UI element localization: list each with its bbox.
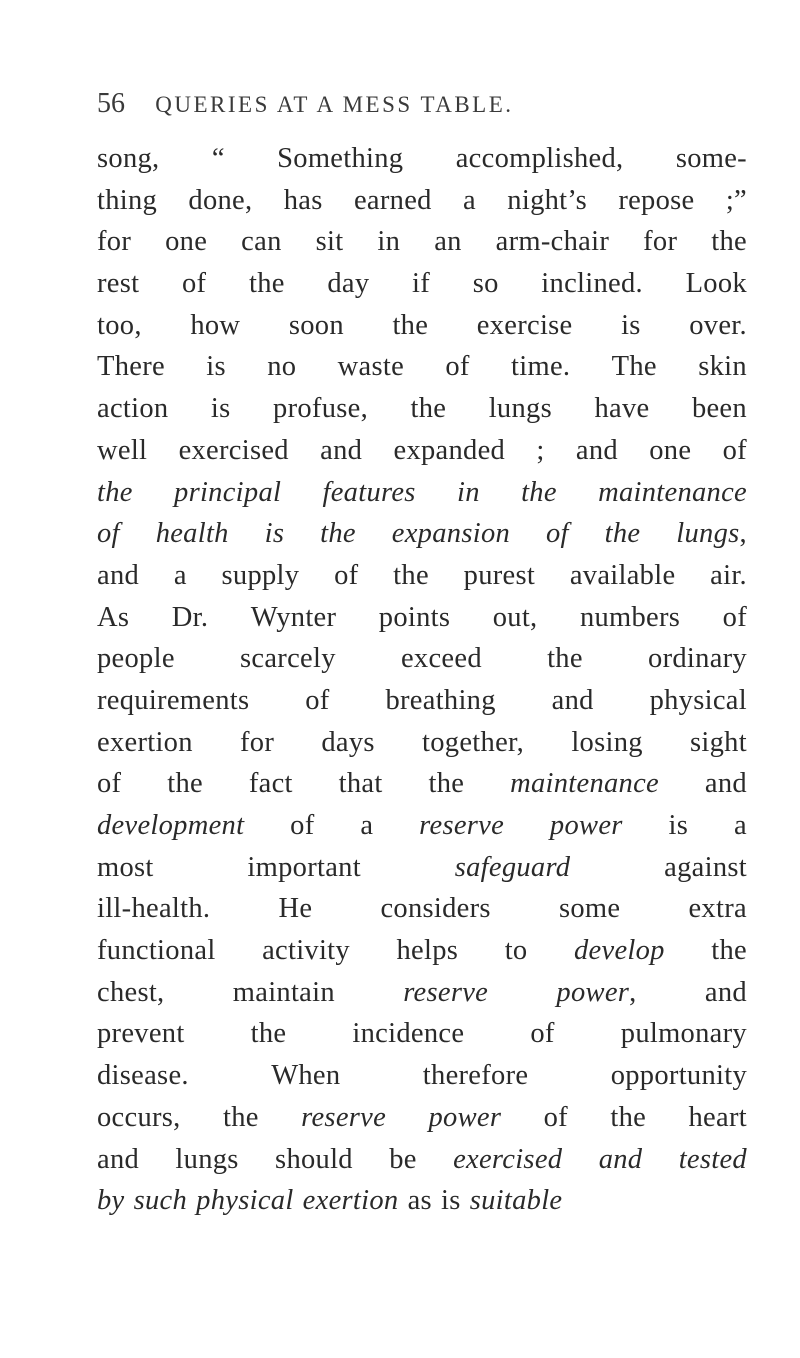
- word: exertion: [302, 1185, 399, 1217]
- word: of: [97, 768, 122, 800]
- word: the: [393, 559, 429, 591]
- word: waste: [337, 351, 405, 383]
- word: incidence: [352, 1018, 465, 1050]
- word: opportunity: [610, 1060, 747, 1092]
- word: prevent: [97, 1018, 185, 1050]
- word: Something: [277, 143, 404, 174]
- word: together,: [422, 726, 525, 758]
- text-line: [97, 805, 747, 847]
- word: and: [551, 684, 594, 716]
- word: exercise: [476, 309, 573, 341]
- word: day: [327, 268, 370, 300]
- text-line: [97, 513, 747, 555]
- word: sight: [690, 726, 747, 758]
- word: one: [649, 434, 692, 466]
- word: inclined.: [541, 268, 643, 300]
- word: repose: [618, 184, 695, 216]
- word: ;”: [725, 184, 747, 216]
- word: the: [428, 768, 465, 800]
- word: and: [598, 1143, 643, 1175]
- word: thing: [97, 184, 158, 216]
- text-line: [97, 638, 747, 680]
- text-line: [97, 1180, 747, 1222]
- word: sit: [315, 226, 344, 258]
- word: has: [283, 184, 323, 216]
- body-text: [97, 138, 747, 1222]
- text-line: [97, 597, 747, 639]
- word: the: [320, 518, 356, 550]
- word: for: [643, 226, 678, 258]
- word: against: [664, 851, 747, 883]
- word: therefore: [422, 1060, 529, 1092]
- word: lungs: [175, 1143, 239, 1175]
- word: and: [320, 434, 363, 466]
- word: reserve: [419, 810, 505, 841]
- word: of: [543, 1101, 568, 1133]
- word: the: [604, 518, 641, 550]
- word: for: [240, 726, 275, 758]
- word: exertion: [97, 726, 193, 758]
- word: a: [173, 559, 187, 591]
- word: reserve: [403, 976, 489, 1008]
- word: of: [545, 518, 569, 550]
- word: is: [668, 810, 689, 841]
- word: a: [733, 810, 747, 841]
- word: a: [360, 810, 374, 841]
- word: soon: [288, 309, 344, 341]
- word: so: [472, 268, 499, 300]
- running-head: QUERIES AT A MESS TABLE.: [155, 92, 514, 117]
- word: of: [290, 810, 315, 841]
- word: have: [594, 393, 650, 425]
- word: suitable: [469, 1185, 563, 1217]
- word: profuse,: [273, 393, 369, 425]
- word: disease.: [97, 1060, 189, 1092]
- word: of: [722, 601, 747, 633]
- word: lungs,: [676, 518, 747, 550]
- word: exceed: [400, 643, 482, 675]
- word: The: [611, 351, 657, 383]
- word: and: [97, 1143, 140, 1175]
- text-line: [97, 888, 747, 930]
- word: is: [621, 309, 641, 341]
- text-line: [97, 305, 747, 347]
- word: principal: [174, 476, 282, 508]
- word: accomplished,: [455, 143, 624, 174]
- text-line: [97, 221, 747, 263]
- word: over.: [689, 309, 747, 341]
- word: extra: [688, 893, 747, 925]
- word: exercised: [178, 434, 289, 466]
- word: be: [389, 1143, 417, 1175]
- word: the: [250, 1018, 287, 1050]
- word: “: [211, 143, 225, 174]
- word: ordinary: [648, 643, 747, 675]
- word: breathing: [385, 684, 496, 716]
- word: the: [223, 1101, 259, 1133]
- word: of: [445, 351, 470, 383]
- word: considers: [380, 893, 491, 925]
- word: helps: [396, 935, 459, 967]
- word: and: [575, 434, 618, 466]
- word: night’s: [507, 184, 587, 216]
- word: ill-health.: [97, 893, 211, 925]
- text-line: [97, 930, 747, 972]
- word: is: [441, 1185, 461, 1217]
- word: skin: [698, 351, 747, 383]
- word: of: [334, 559, 359, 591]
- word: some: [558, 893, 621, 925]
- word: purest: [463, 559, 536, 591]
- text-line: [97, 472, 747, 514]
- word: of: [97, 518, 120, 550]
- word: fact: [248, 768, 293, 800]
- word: the: [547, 643, 583, 675]
- word: physical: [196, 1185, 294, 1217]
- word: arm-chair: [495, 226, 610, 258]
- word: Wynter: [250, 601, 337, 633]
- word: been: [691, 393, 747, 425]
- text-line: [97, 180, 747, 222]
- word: if: [412, 268, 431, 300]
- text-line: [97, 388, 747, 430]
- word: He: [278, 893, 313, 925]
- word: power,: [556, 976, 637, 1008]
- word: exercised: [453, 1143, 563, 1175]
- word: well: [97, 434, 148, 466]
- word: and: [97, 559, 140, 591]
- word: the: [97, 476, 133, 508]
- word: requirements: [97, 684, 250, 716]
- text-line: [97, 430, 747, 472]
- word: action: [97, 393, 169, 425]
- word: expansion: [391, 518, 511, 550]
- word: song,: [97, 143, 160, 174]
- word: how: [190, 309, 241, 341]
- text-line: [97, 1013, 747, 1055]
- word: is: [210, 393, 231, 425]
- word: time.: [511, 351, 571, 383]
- word: in: [377, 226, 401, 258]
- word: the: [610, 1101, 647, 1133]
- word: some-: [675, 143, 747, 174]
- word: one: [165, 226, 208, 258]
- text-line: [97, 346, 747, 388]
- word: is: [264, 518, 285, 550]
- word: of: [530, 1018, 555, 1050]
- text-line: [97, 263, 747, 305]
- word: losing: [571, 726, 643, 758]
- text-line: [97, 680, 747, 722]
- word: should: [275, 1143, 353, 1175]
- word: points: [378, 601, 451, 633]
- word: the: [167, 768, 203, 800]
- word: of: [305, 684, 330, 716]
- word: Dr.: [171, 601, 209, 633]
- word: When: [271, 1060, 341, 1092]
- word: to: [504, 935, 528, 967]
- text-line: [97, 763, 747, 805]
- word: and: [704, 768, 747, 800]
- word: maintenance: [598, 476, 747, 508]
- word: most: [97, 851, 154, 883]
- word: of: [722, 434, 747, 466]
- word: power: [428, 1101, 502, 1133]
- word: pulmonary: [620, 1018, 747, 1050]
- word: earned: [353, 184, 432, 216]
- word: Look: [685, 268, 747, 300]
- word: of: [182, 268, 207, 300]
- word: the: [521, 476, 557, 508]
- page-number: 56: [97, 88, 125, 119]
- word: tested: [678, 1143, 747, 1175]
- text-line: [97, 1139, 747, 1181]
- word: chest,: [97, 976, 165, 1008]
- word: such: [133, 1185, 188, 1217]
- word: for: [97, 226, 132, 258]
- word: days: [321, 726, 375, 758]
- word: safeguard: [454, 851, 571, 883]
- word: available: [569, 559, 676, 591]
- word: As: [97, 601, 130, 633]
- word: a: [463, 184, 476, 216]
- text-line: [97, 972, 747, 1014]
- word: in: [456, 476, 480, 508]
- text-line: [97, 1055, 747, 1097]
- word: development: [97, 810, 245, 841]
- word: There: [97, 351, 165, 383]
- word: done,: [188, 184, 253, 216]
- word: heart: [688, 1101, 747, 1133]
- word: develop: [574, 935, 665, 967]
- word: no: [267, 351, 297, 383]
- word: by: [97, 1185, 125, 1217]
- word: reserve: [301, 1101, 387, 1133]
- word: maintain: [232, 976, 335, 1008]
- word: important: [247, 851, 361, 883]
- word: can: [241, 226, 282, 258]
- word: is: [206, 351, 226, 383]
- word: features: [322, 476, 416, 508]
- word: scarcely: [240, 643, 336, 675]
- word: expanded: [393, 434, 506, 466]
- word: out,: [492, 601, 538, 633]
- word: as: [407, 1185, 432, 1217]
- word: the: [392, 309, 429, 341]
- word: functional: [97, 935, 216, 967]
- word: maintenance: [510, 768, 660, 800]
- word: the: [711, 935, 747, 967]
- word: power: [549, 810, 623, 841]
- word: activity: [262, 935, 350, 967]
- text-line: [97, 555, 747, 597]
- word: that: [338, 768, 383, 800]
- word: supply: [221, 559, 300, 591]
- word: an: [434, 226, 462, 258]
- word: and: [704, 976, 747, 1008]
- word: the: [711, 226, 747, 258]
- word: air.: [710, 559, 747, 591]
- word: ;: [536, 434, 545, 466]
- word: numbers: [579, 601, 681, 633]
- text-line: [97, 1097, 747, 1139]
- text-line: [97, 847, 747, 889]
- text-line: [97, 138, 747, 180]
- word: too,: [97, 309, 142, 341]
- word: health: [155, 518, 229, 550]
- text-line: [97, 722, 747, 764]
- word: physical: [649, 684, 747, 716]
- word: people: [97, 643, 175, 675]
- word: lungs: [488, 393, 552, 425]
- word: rest: [97, 268, 140, 300]
- word: occurs,: [97, 1101, 181, 1133]
- page-header: [97, 88, 737, 128]
- word: the: [248, 268, 285, 300]
- word: the: [410, 393, 447, 425]
